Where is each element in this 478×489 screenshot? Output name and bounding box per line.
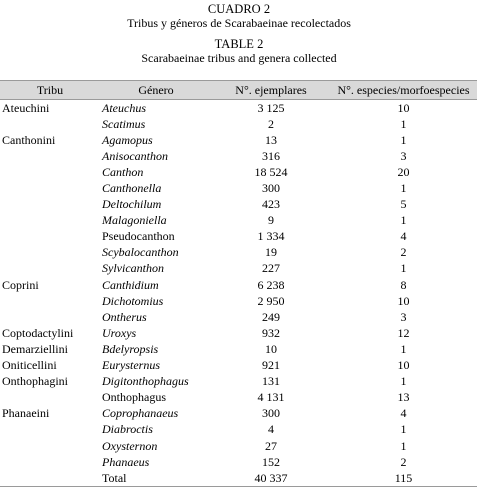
cell-genero: Anisocanthon [102, 148, 168, 163]
cell-genero: Eurysternus [102, 358, 160, 373]
table-row [0, 438, 477, 454]
cell-ejemplares: 131 [262, 374, 280, 389]
header-ejemplares: N°. ejemplares [212, 81, 330, 100]
cell-genero: Deltochilum [102, 197, 162, 212]
cell-tribu [0, 293, 100, 309]
cell-genero: Scybalocanthon [102, 245, 179, 260]
cell-ejemplares: 19 [265, 245, 277, 260]
cell-ejemplares: 18 524 [254, 164, 288, 179]
table-row [0, 100, 477, 117]
cell-tribu [0, 164, 100, 180]
cell-ejemplares: 1 334 [257, 229, 285, 244]
caption-title-es: CUADRO 2 [207, 2, 271, 16]
cell-ejemplares: 300 [262, 406, 280, 421]
cell-genero: Diabroctis [102, 422, 153, 437]
cell-especies: 20 [397, 164, 410, 179]
cell-especies: 2 [400, 454, 407, 469]
cell-tribu: Onthophagini [2, 374, 68, 389]
header-especies: N°. especies/morfoespecies [330, 81, 477, 100]
cell-tribu [0, 261, 100, 277]
cell-ejemplares: 10 [265, 341, 277, 356]
cell-genero: Dichotomius [102, 293, 164, 308]
table-row [0, 390, 477, 406]
cell-tribu: Coprini [2, 277, 39, 292]
table-row [0, 374, 477, 390]
cell-especies: 13 [397, 390, 410, 405]
cell-especies: 1 [400, 341, 407, 356]
table-row [0, 341, 477, 357]
cell-especies: 1 [400, 422, 407, 437]
cell-ejemplares: 27 [265, 438, 277, 453]
cell-genero: Ateuchus [102, 100, 146, 115]
cell-tribu [0, 213, 100, 229]
cell-especies: 1 [400, 213, 407, 228]
table-row [0, 454, 477, 470]
cell-ejemplares: 4 [268, 422, 274, 437]
table-body [0, 100, 477, 487]
cell-ejemplares: 227 [262, 261, 280, 276]
cell-especies: 10 [397, 293, 410, 308]
cell-tribu: Oniticellini [2, 358, 57, 373]
cell-genero: Total [100, 470, 212, 487]
cell-especies: 1 [400, 261, 407, 276]
cell-tribu: Ateuchini [2, 100, 50, 115]
cell-genero: Sylvicanthon [102, 261, 164, 276]
cell-especies: 3 [400, 309, 407, 324]
cell-genero: Canthon [102, 164, 144, 179]
table-row [0, 148, 477, 164]
caption-subtitle-es: Tribus y géneros de Scarabaeinae recolectados [127, 16, 351, 30]
cell-tribu: Canthonini [2, 132, 56, 147]
cell-genero: Scatimus [102, 116, 146, 131]
table-row [0, 229, 477, 245]
cell-ejemplares: 152 [262, 454, 280, 469]
cell-genero: Canthidium [102, 277, 159, 292]
cell-genero: Malagoniella [102, 213, 167, 228]
caption-subtitle-en: Scarabaeinae tribus and genera collected [141, 51, 337, 65]
caption-title-en: TABLE 2 [214, 37, 264, 51]
cell-genero: Digitonthophagus [102, 374, 189, 389]
cell-especies: 4 [400, 406, 407, 421]
cell-tribu [0, 197, 100, 213]
table-row [0, 309, 477, 325]
caption-english [0, 37, 478, 65]
cell-genero: Coprophanaeus [102, 406, 179, 421]
table-row [0, 422, 477, 438]
cell-especies: 4 [400, 229, 407, 244]
cell-tribu [0, 438, 100, 454]
table-header-row [0, 81, 477, 100]
header-genero: Género [100, 81, 212, 100]
cell-tribu: Coptodactylini [2, 325, 74, 340]
cell-ejemplares: 6 238 [257, 277, 285, 292]
table-row [0, 261, 477, 277]
cell-especies: 5 [400, 197, 407, 212]
table-row [0, 293, 477, 309]
cell-genero: Oxysternon [102, 438, 158, 453]
cell-especies: 12 [397, 325, 410, 340]
cell-tribu: Phanaeini [2, 406, 50, 421]
cell-ejemplares: 2 950 [257, 293, 285, 308]
cell-tribu [0, 470, 100, 487]
cell-ejemplares: 40 337 [212, 470, 330, 487]
table-row [0, 245, 477, 261]
table-row [0, 277, 477, 293]
cell-ejemplares: 300 [262, 181, 280, 196]
table-row [0, 116, 477, 132]
cell-tribu [0, 148, 100, 164]
cell-especies: 8 [400, 277, 407, 292]
cell-genero: Pseudocanthon [102, 229, 175, 244]
cell-especies: 10 [397, 358, 410, 373]
cell-tribu [0, 180, 100, 196]
cell-ejemplares: 3 125 [257, 100, 285, 115]
cell-genero: Canthonella [102, 181, 162, 196]
cell-especies: 1 [400, 374, 407, 389]
cell-ejemplares: 4 131 [257, 390, 285, 405]
caption-spanish [0, 2, 478, 30]
table-row [0, 197, 477, 213]
cell-ejemplares: 249 [262, 309, 280, 324]
cell-genero: Ontherus [102, 309, 147, 324]
cell-genero: Uroxys [102, 325, 137, 340]
cell-especies: 115 [330, 470, 477, 487]
cell-especies: 1 [400, 116, 407, 131]
cell-genero: Phanaeus [102, 454, 150, 469]
cell-tribu [0, 116, 100, 132]
cell-tribu [0, 422, 100, 438]
cell-tribu [0, 390, 100, 406]
cell-genero: Onthophagus [102, 390, 166, 405]
genera-table [0, 80, 477, 487]
cell-especies: 10 [397, 100, 410, 115]
table-row [0, 180, 477, 196]
cell-ejemplares: 9 [268, 213, 274, 228]
cell-tribu [0, 245, 100, 261]
total-row [0, 470, 477, 487]
cell-genero: Bdelyropsis [102, 341, 159, 356]
cell-especies: 1 [400, 132, 407, 147]
cell-ejemplares: 921 [262, 358, 280, 373]
table-row [0, 406, 477, 422]
cell-especies: 2 [400, 245, 407, 260]
cell-ejemplares: 932 [262, 325, 280, 340]
cell-tribu [0, 309, 100, 325]
cell-tribu: Demarziellini [2, 341, 68, 356]
table-row [0, 325, 477, 341]
cell-especies: 1 [400, 181, 407, 196]
table-row [0, 213, 477, 229]
cell-ejemplares: 423 [262, 197, 280, 212]
cell-ejemplares: 316 [262, 148, 280, 163]
table-row [0, 132, 477, 148]
cell-especies: 1 [400, 438, 407, 453]
cell-ejemplares: 2 [268, 116, 274, 131]
cell-tribu [0, 454, 100, 470]
table-row [0, 164, 477, 180]
cell-tribu [0, 229, 100, 245]
header-tribu: Tribu [0, 81, 100, 100]
cell-ejemplares: 13 [265, 132, 277, 147]
cell-genero: Agamopus [102, 132, 153, 147]
cell-especies: 3 [400, 148, 407, 163]
table-row [0, 358, 477, 374]
